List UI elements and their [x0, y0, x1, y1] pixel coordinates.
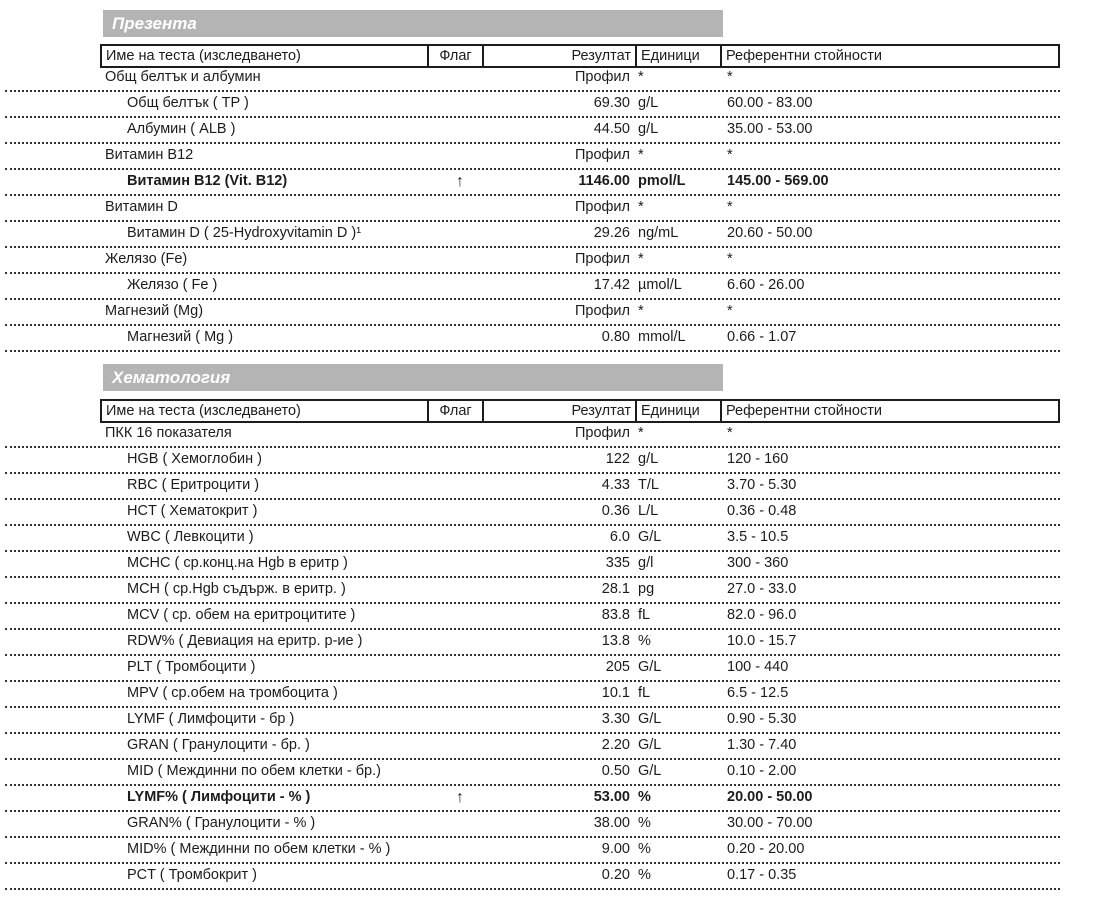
test-name: MCHC ( ср.конц.на Hgb в еритр ) — [127, 555, 348, 571]
unit-label: % — [638, 815, 651, 831]
table-row — [5, 812, 1060, 838]
reference-range: 0.66 - 1.07 — [727, 329, 797, 345]
unit-label: G/L — [638, 659, 662, 675]
section-bar-presenta — [103, 10, 723, 37]
test-name: LYMF ( Лимфоцити - бр ) — [127, 711, 295, 727]
result-value: 0.50 — [601, 763, 630, 779]
unit-label: fL — [638, 685, 651, 701]
table-row — [5, 66, 1060, 92]
table-row — [5, 708, 1060, 734]
unit-label: G/L — [638, 737, 662, 753]
reference-range: 100 - 440 — [727, 659, 789, 675]
test-name: MPV ( ср.обем на тромбоцита ) — [127, 685, 338, 701]
reference-range: 0.20 - 20.00 — [727, 841, 805, 857]
reference-range: 82.0 - 96.0 — [727, 607, 797, 623]
result-value: Профил — [574, 69, 630, 85]
table-row — [5, 604, 1060, 630]
unit-label: % — [638, 789, 651, 805]
result-value: 10.1 — [601, 685, 630, 701]
table-row — [5, 248, 1060, 274]
result-value: 38.00 — [593, 815, 630, 831]
result-value: 0.20 — [601, 867, 630, 883]
table-row — [5, 864, 1060, 890]
column-header-units: Единици — [635, 399, 722, 423]
result-value: 69.30 — [593, 95, 630, 111]
reference-range: 0.36 - 0.48 — [727, 503, 797, 519]
test-name: ПКК 16 показателя — [105, 425, 232, 441]
result-value: 17.42 — [593, 277, 630, 293]
column-header-reference: Референтни стойности — [720, 399, 1060, 423]
test-name: HCT ( Хематокрит ) — [127, 503, 258, 519]
result-value: 0.36 — [601, 503, 630, 519]
result-value: 6.0 — [609, 529, 630, 545]
unit-label: * — [638, 69, 644, 85]
unit-label: % — [638, 841, 651, 857]
table-row — [5, 552, 1060, 578]
unit-label: ng/mL — [638, 225, 679, 241]
table-row — [5, 144, 1060, 170]
table-row — [5, 448, 1060, 474]
table-row — [5, 326, 1060, 352]
test-name: MID% ( Междинни по обем клетки - % ) — [127, 841, 391, 857]
unit-label: L/L — [638, 503, 659, 519]
reference-range: 6.60 - 26.00 — [727, 277, 805, 293]
result-value: 122 — [605, 451, 630, 467]
result-value: 4.33 — [601, 477, 630, 493]
column-header-result: Резултат — [482, 399, 637, 423]
reference-range: * — [727, 147, 733, 163]
test-name: Желязо ( Fe ) — [127, 277, 218, 293]
result-value: 335 — [605, 555, 630, 571]
result-value: Профил — [574, 425, 630, 441]
unit-label: G/L — [638, 529, 662, 545]
result-value: 1146.00 — [578, 173, 630, 189]
test-name: MCV ( ср. обем на еритроцитите ) — [127, 607, 356, 623]
test-name: RDW% ( Девиация на еритр. р-ие ) — [127, 633, 363, 649]
table-row — [5, 838, 1060, 864]
test-name: PCT ( Тромбокрит ) — [127, 867, 257, 883]
result-value: 2.20 — [601, 737, 630, 753]
result-value: 53.00 — [593, 789, 630, 805]
unit-label: µmol/L — [638, 277, 682, 293]
table-row — [5, 170, 1060, 196]
result-value: Профил — [574, 147, 630, 163]
table-row — [5, 118, 1060, 144]
reference-range: * — [727, 425, 733, 441]
table-row — [5, 578, 1060, 604]
reference-range: 0.10 - 2.00 — [727, 763, 797, 779]
column-header-reference: Референтни стойности — [720, 44, 1060, 68]
reference-range: 6.5 - 12.5 — [727, 685, 789, 701]
test-name: Витамин D — [105, 199, 178, 215]
test-name: Магнезий (Mg) — [105, 303, 204, 319]
results-table-hematology — [5, 422, 1060, 890]
result-value: 3.30 — [601, 711, 630, 727]
section-title: Хематология — [112, 368, 231, 387]
table-row — [5, 786, 1060, 812]
table-row — [5, 196, 1060, 222]
result-value: Профил — [574, 303, 630, 319]
test-name: Магнезий ( Mg ) — [127, 329, 234, 345]
reference-range: 30.00 - 70.00 — [727, 815, 813, 831]
table-row — [5, 422, 1060, 448]
table-row — [5, 526, 1060, 552]
section-title: Презента — [112, 14, 197, 33]
unit-label: fL — [638, 607, 651, 623]
test-name: MCH ( ср.Hgb съдърж. в еритр. ) — [127, 581, 346, 597]
unit-label: % — [638, 867, 651, 883]
unit-label: % — [638, 633, 651, 649]
result-value: Профил — [574, 199, 630, 215]
test-name: Общ белтък ( TP ) — [127, 95, 249, 111]
unit-label: G/L — [638, 711, 662, 727]
test-name: Общ белтък и албумин — [105, 69, 261, 85]
test-name: HGB ( Хемоглобин ) — [127, 451, 263, 467]
reference-range: 10.0 - 15.7 — [727, 633, 797, 649]
table-row — [5, 682, 1060, 708]
flag-up-arrow-icon: ↑ — [456, 789, 464, 806]
test-name: Желязо (Fe) — [105, 251, 188, 267]
unit-label: mmol/L — [638, 329, 686, 345]
reference-range: 3.70 - 5.30 — [727, 477, 797, 493]
column-header-result: Резултат — [482, 44, 637, 68]
reference-range: * — [727, 69, 733, 85]
result-value: 9.00 — [601, 841, 630, 857]
unit-label: pmol/L — [638, 173, 686, 189]
reference-range: 145.00 - 569.00 — [727, 173, 829, 189]
test-name: RBC ( Еритроцити ) — [127, 477, 260, 493]
reference-range: 3.5 - 10.5 — [727, 529, 789, 545]
reference-range: 35.00 - 53.00 — [727, 121, 813, 137]
unit-label: * — [638, 303, 644, 319]
table-row — [5, 92, 1060, 118]
table-row — [5, 222, 1060, 248]
column-header-flag: Флаг — [427, 399, 484, 423]
reference-range: 0.17 - 0.35 — [727, 867, 797, 883]
result-value: 44.50 — [593, 121, 630, 137]
test-name: MID ( Междинни по обем клетки - бр.) — [127, 763, 381, 779]
unit-label: * — [638, 147, 644, 163]
test-name: GRAN ( Гранулоцити - бр. ) — [127, 737, 310, 753]
unit-label: g/L — [638, 95, 659, 111]
result-value: 29.26 — [593, 225, 630, 241]
result-value: 205 — [605, 659, 630, 675]
result-value: 83.8 — [601, 607, 630, 623]
column-header-flag: Флаг — [427, 44, 484, 68]
test-name: LYMF% ( Лимфоцити - % ) — [127, 789, 311, 805]
test-name: Албумин ( ALB ) — [127, 121, 236, 137]
result-value: 13.8 — [601, 633, 630, 649]
result-value: Профил — [574, 251, 630, 267]
test-name: Витамин D ( 25-Hydroxyvitamin D )¹ — [127, 225, 362, 241]
test-name: Витамин B12 (Vit. B12) — [127, 173, 288, 189]
reference-range: 120 - 160 — [727, 451, 789, 467]
unit-label: g/L — [638, 121, 659, 137]
column-header-test-name: Име на теста (изследването) — [100, 399, 429, 423]
table-row — [5, 630, 1060, 656]
column-header-units: Единици — [635, 44, 722, 68]
unit-label: * — [638, 425, 644, 441]
table-row — [5, 500, 1060, 526]
table-header — [100, 399, 1060, 423]
table-row — [5, 300, 1060, 326]
test-name: Витамин B12 — [105, 147, 194, 163]
unit-label: g/L — [638, 451, 659, 467]
reference-range: 20.60 - 50.00 — [727, 225, 813, 241]
column-header-test-name: Име на теста (изследването) — [100, 44, 429, 68]
reference-range: 1.30 - 7.40 — [727, 737, 797, 753]
unit-label: * — [638, 199, 644, 215]
section-bar-hematology — [103, 364, 723, 391]
flag-up-arrow-icon: ↑ — [456, 173, 464, 190]
reference-range: * — [727, 251, 733, 267]
table-row — [5, 274, 1060, 300]
reference-range: 60.00 - 83.00 — [727, 95, 813, 111]
reference-range: 20.00 - 50.00 — [727, 789, 813, 805]
reference-range: * — [727, 303, 733, 319]
unit-label: * — [638, 251, 644, 267]
reference-range: 27.0 - 33.0 — [727, 581, 797, 597]
table-row — [5, 734, 1060, 760]
result-value: 0.80 — [601, 329, 630, 345]
unit-label: G/L — [638, 763, 662, 779]
unit-label: g/l — [638, 555, 654, 571]
results-table-presenta — [5, 66, 1060, 352]
table-row — [5, 474, 1060, 500]
reference-range: 300 - 360 — [727, 555, 789, 571]
table-row — [5, 760, 1060, 786]
table-row — [5, 656, 1060, 682]
table-header — [100, 44, 1060, 68]
reference-range: 0.90 - 5.30 — [727, 711, 797, 727]
test-name: WBC ( Левкоцити ) — [127, 529, 254, 545]
test-name: PLT ( Тромбоцити ) — [127, 659, 256, 675]
reference-range: * — [727, 199, 733, 215]
test-name: GRAN% ( Гранулоцити - % ) — [127, 815, 316, 831]
unit-label: T/L — [638, 477, 659, 493]
result-value: 28.1 — [601, 581, 630, 597]
unit-label: pg — [638, 581, 655, 597]
